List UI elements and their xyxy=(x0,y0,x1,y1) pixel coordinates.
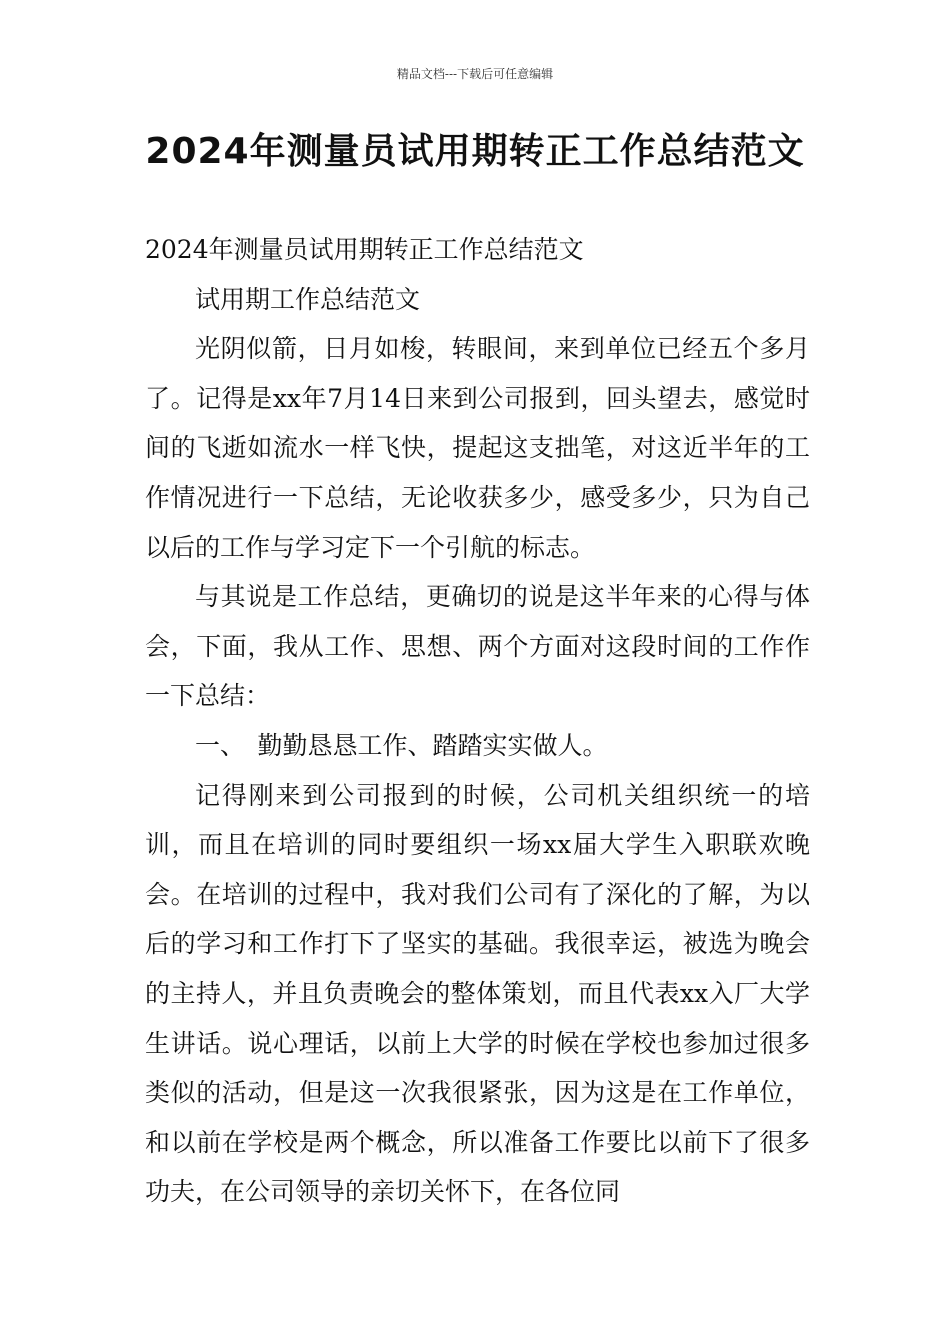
numbered-heading: 一、 勤勤恳恳工作、踏踏实实做人。 xyxy=(195,730,608,760)
subtitle-paragraph: 2024年测量员试用期转正工作总结范文 xyxy=(145,235,584,264)
document-body xyxy=(145,225,810,1217)
body-paragraph: 光阴似箭，日月如梭，转眼间，来到单位已经五个多月了。记得是xx年7月14日来到公司报到，回头望去，感觉时间的飞逝如流水一样飞快，提起这支拙笔，对这近半年的工作情况进行一下总结，无论收获多少，感受多少，只为自己以后的工作与学习定下一个引航的标志。 xyxy=(145,334,810,562)
header-note: 精品文档---下载后可任意编辑 xyxy=(396,67,554,81)
section-heading: 试用期工作总结范文 xyxy=(195,284,421,314)
body-paragraph: 记得刚来到公司报到的时候，公司机关组织统一的培训，而且在培训的同时要组织一场xx届大学生入职联欢晚会。在培训的过程中，我对我们公司有了深化的了解，为以后的学习和工作打下了坚实的基础。我很幸运，被选为晚会的主持人，并且负责晚会的整体策划，而且代表xx入厂大学生讲话。说心理话，以前上大学的时候在学校也参加过很多类似的活动，但是这一次我很紧张，因为这是在工作单位，和以前在学校是两个概念，所以准备工作要比以前下了很多功夫，在公司领导的亲切关怀下，在各位同 xyxy=(145,780,810,1207)
body-paragraph: 与其说是工作总结，更确切的说是这半年来的心得与体会，下面，我从工作、思想、两个方面对这段时间的工作作一下总结： xyxy=(145,582,810,711)
document-title: 2024年测量员试用期转正工作总结范文 xyxy=(145,131,805,172)
